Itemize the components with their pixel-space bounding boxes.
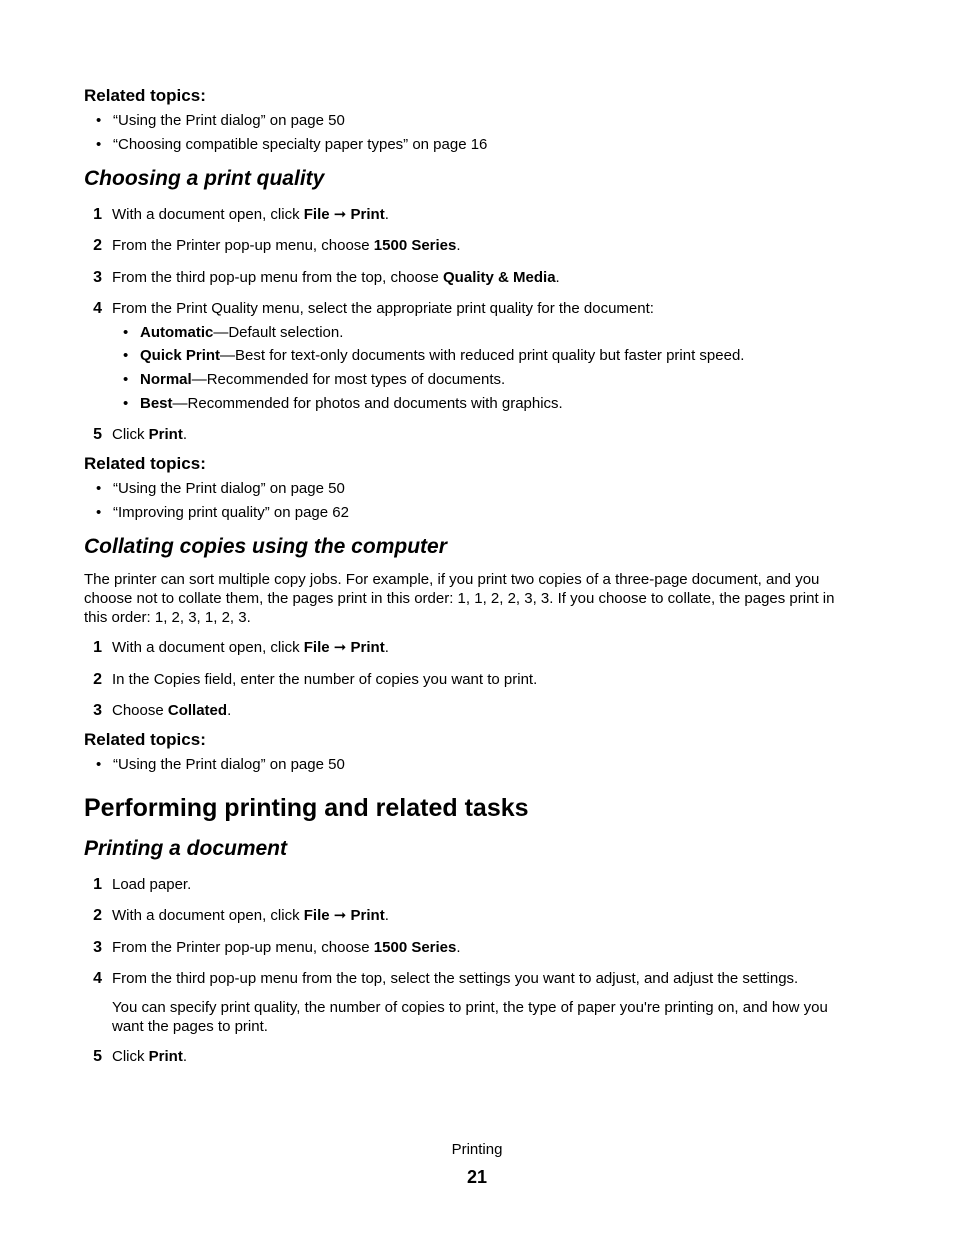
step-text: From the third pop-up menu from the top, choose Quality & Media. xyxy=(112,269,560,286)
step-number: 3 xyxy=(93,269,102,286)
section-title-collating: Collating copies using the computer xyxy=(84,535,447,558)
arrow-icon: ➞ xyxy=(333,206,347,223)
related-topics-heading: Related topics: xyxy=(84,86,206,105)
quality-option: • Automatic—Default selection. xyxy=(140,324,343,342)
step-number: 2 xyxy=(93,907,102,924)
related-topic-link[interactable]: • “Using the Print dialog” on page 50 xyxy=(113,480,345,498)
step-number: 3 xyxy=(93,702,102,719)
section-title-printing-document: Printing a document xyxy=(84,837,288,860)
step-number: 5 xyxy=(93,1048,102,1065)
step-number: 1 xyxy=(93,639,102,656)
quality-option: • Normal—Recommended for most types of documents. xyxy=(140,371,505,389)
step-number: 5 xyxy=(93,426,102,443)
page-number: 21 xyxy=(466,1167,488,1187)
step-number: 2 xyxy=(93,671,102,688)
step-text: From the Print Quality menu, select the appropriate print quality for the document: xyxy=(112,300,654,317)
quality-option: • Best—Recommended for photos and documents with graphics. xyxy=(140,395,563,413)
related-topic-link[interactable]: • “Improving print quality” on page 62 xyxy=(113,504,349,522)
step-number: 3 xyxy=(93,939,102,956)
footer-section-name: Printing xyxy=(451,1141,503,1158)
step-text: With a document open, click File ➞ Print. xyxy=(112,639,389,656)
related-topic-link[interactable]: • “Using the Print dialog” on page 50 xyxy=(113,756,345,774)
arrow-icon: ➞ xyxy=(333,639,347,656)
related-topics-heading: Related topics: xyxy=(84,730,206,749)
arrow-icon: ➞ xyxy=(333,907,347,924)
step-number: 4 xyxy=(93,970,102,987)
step-text: In the Copies field, enter the number of copies you want to print. xyxy=(112,671,538,688)
step-number: 1 xyxy=(93,876,102,893)
related-topics-heading: Related topics: xyxy=(84,454,206,473)
step-text: With a document open, click File ➞ Print. xyxy=(112,206,389,223)
collate-intro-paragraph: The printer can sort multiple copy jobs. For example, if you print two copies of a three-page document, and you choose not to collate them, the pages print in this order: 1, 1, 2, 2, 3, 3. If you choose to collate, the pages print in this order: 1, 2, 3, 1, 2, 3. xyxy=(84,571,835,626)
chapter-title-performing: Performing printing and related tasks xyxy=(84,794,529,822)
step-text: Click Print. xyxy=(112,426,188,443)
related-topic-link[interactable]: • “Using the Print dialog” on page 50 xyxy=(113,112,345,130)
related-topic-link[interactable]: • “Choosing compatible specialty paper types” on page 16 xyxy=(113,136,487,154)
step-text: Load paper. xyxy=(112,876,192,893)
step-text: With a document open, click File ➞ Print. xyxy=(112,907,389,924)
step-text: From the Printer pop-up menu, choose 1500 Series. xyxy=(112,237,461,254)
step-number: 2 xyxy=(93,237,102,254)
step-note-paragraph: You can specify print quality, the number of copies to print, the type of paper you're printing on, and how you want the pages to print. xyxy=(112,999,828,1035)
section-title-print-quality: Choosing a print quality xyxy=(84,167,325,190)
step-number: 1 xyxy=(93,206,102,223)
step-text: From the third pop-up menu from the top, select the settings you want to adjust, and adjust the settings. xyxy=(112,970,799,987)
step-text: From the Printer pop-up menu, choose 1500 Series. xyxy=(112,939,461,956)
step-text: Click Print. xyxy=(112,1048,188,1065)
quality-option: • Quick Print—Best for text-only documents with reduced print quality but faster print speed. xyxy=(140,347,744,365)
step-number: 4 xyxy=(93,300,102,317)
step-text: Choose Collated. xyxy=(112,702,232,719)
